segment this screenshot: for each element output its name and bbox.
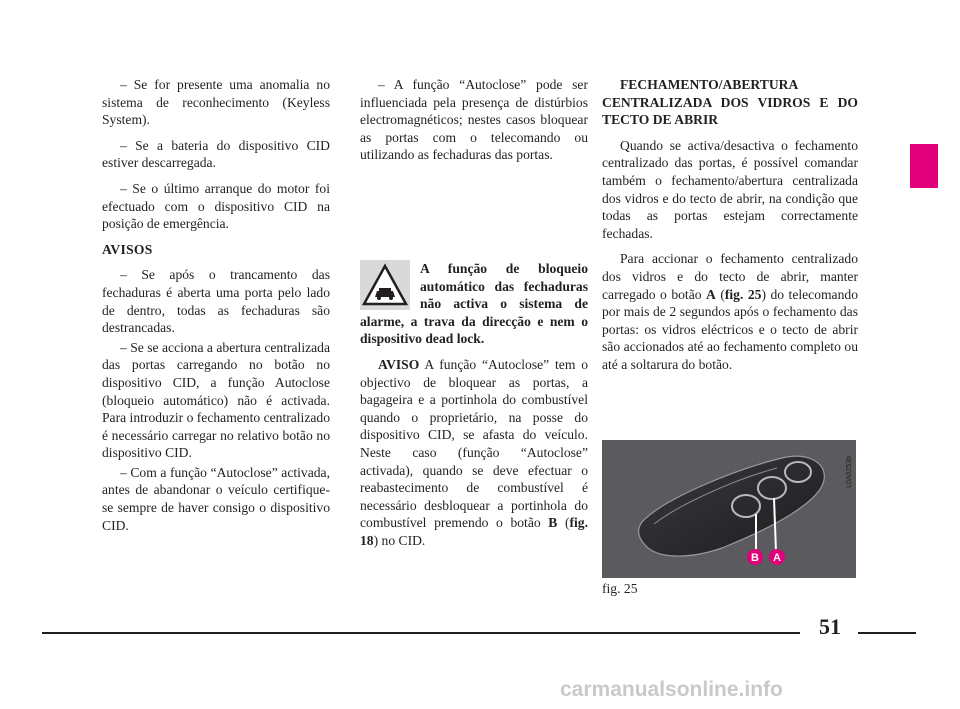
column-2 bbox=[360, 76, 588, 172]
aviso-label: AVISO bbox=[378, 357, 420, 372]
warning-text: A função de bloqueio automático das fechaduras não activa o sistema de alarme, a trava da direcção e nem o dispositivo dead lock. bbox=[360, 261, 588, 347]
key-fob-icon bbox=[602, 440, 856, 578]
label-b: B bbox=[751, 552, 759, 564]
aviso-text: A função “Autoclose” tem o objectivo de bloquear as portas, a bagageira e a portinhola do combustível quando o proprietário, na posse do dispositivo CID, se afasta do veículo. Neste caso (função “Autoclose” activada), quando se deve efectuar o reabastecimento de combustível é necessário desbloquear a portinhola do combustível premendo o botão bbox=[360, 357, 588, 531]
paragraph: – Se após o trancamento das fechaduras é aberta uma porta pelo lado de dentro, todas as fechaduras são destrancadas. bbox=[102, 267, 330, 336]
label-a: A bbox=[773, 552, 781, 564]
watermark: carmanualsonline.info bbox=[560, 678, 783, 701]
column-3 bbox=[602, 76, 858, 382]
text: ) do telecomando por mais de 2 segundos após o fechamento das portas: os vidros eléctricos e o tecto de abrir são accionados até ao fechamento completo ou até a soltarura do botão. bbox=[602, 286, 858, 372]
section-title: FECHAMENTO/ABERTURA CENTRALIZADA DOS VIDROS E DO TECTO DE ABRIR bbox=[602, 77, 858, 128]
button-ref: A bbox=[706, 286, 716, 302]
warning-block bbox=[360, 260, 588, 348]
aviso-paragraph bbox=[360, 356, 588, 550]
avisos-heading: AVISOS bbox=[102, 241, 153, 257]
paragraph: – Com a função “Autoclose” activada, antes de abandonar o veículo certifique-se sempre de haver consigo o dispositivo CID. bbox=[102, 464, 330, 533]
footer-rule-right bbox=[858, 632, 916, 634]
figure-caption: fig. 25 bbox=[602, 581, 638, 596]
text: ( bbox=[715, 286, 725, 302]
page-number: 51 bbox=[819, 614, 841, 639]
paragraph: Quando se activa/desactiva o fechamento centralizado das portas, é possível comandar também o fechamento/abertura centralizada dos vidros e do tecto de abrir, na condição que todas as portas estejam correctamente fechadas. bbox=[602, 137, 858, 241]
warning-triangle-icon bbox=[360, 260, 410, 310]
figure-ref: fig. 25 bbox=[724, 286, 762, 302]
text: Para accionar o fechamento centralizado dos vidros e do tecto de abrir, manter carregado o botão bbox=[602, 251, 858, 302]
paragraph: – A função “Autoclose” pode ser influenciada pela presença de distúrbios electromagnéticos; nestes casos bloquear as portas com o telecomando ou utilizando as fechaduras das portas. bbox=[360, 77, 588, 163]
section-tab bbox=[910, 144, 938, 188]
column-1 bbox=[102, 76, 330, 542]
aviso-text: ) no CID. bbox=[373, 532, 426, 548]
key-fob-figure bbox=[602, 440, 856, 578]
paragraph: – Se o último arranque do motor foi efectuado com o dispositivo CID na posição de emergência. bbox=[102, 180, 330, 232]
figure-code: L0A0253b bbox=[846, 456, 853, 488]
paragraph: – Se a bateria do dispositivo CID estiver descarregada. bbox=[102, 137, 330, 171]
button-ref: B bbox=[548, 515, 558, 531]
figure-ref: fig. 18 bbox=[360, 515, 588, 548]
aviso-text: ( bbox=[557, 515, 570, 531]
footer-rule-left bbox=[42, 632, 800, 634]
paragraph: – Se se acciona a abertura centralizada das portas carregando no botão no dispositivo CID, a função Autoclose (bloqueio automático) não é activada. Para introduzir o fechamento centralizado é necessário carregar no relativo botão no dispositivo CID. bbox=[102, 339, 330, 461]
paragraph: – Se for presente uma anomalia no sistema de reconhecimento (Keyless System). bbox=[102, 77, 330, 128]
paragraph bbox=[602, 250, 858, 373]
